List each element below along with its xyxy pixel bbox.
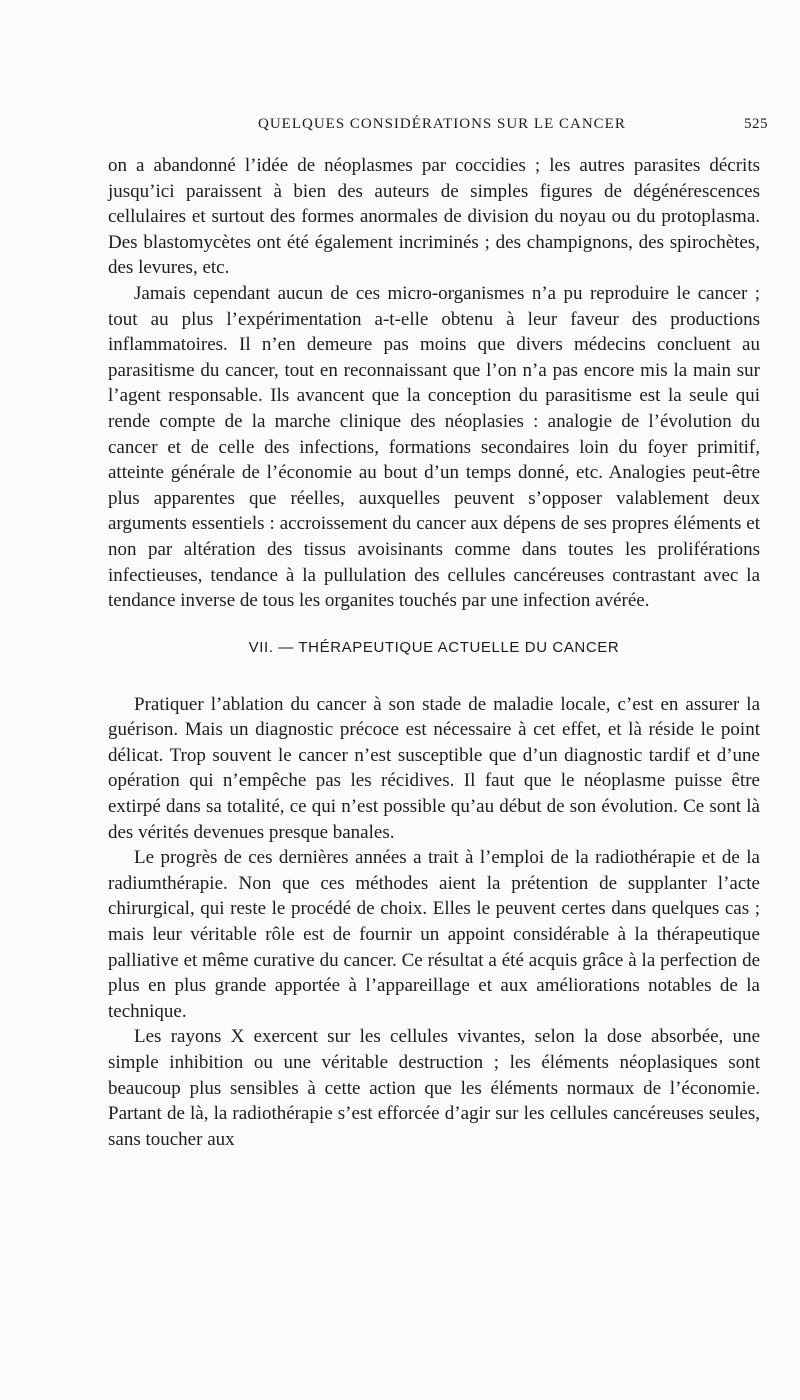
- body-text: [108, 153, 760, 1152]
- running-header: [108, 116, 768, 142]
- page-number: 525: [744, 116, 768, 132]
- paragraph: Pratiquer l’ablation du cancer à son stade de maladie locale, c’est en assurer la guérison. Mais un diagnostic précoce est nécessaire à cet effet, et là réside le point délicat. Trop souvent le cancer n’est susceptible que d’un diagnostic tardif et d’une opération qui n’empêche pas les récidives. Il faut que le néoplasme puisse être extirpé dans sa totalité, ce qui n’est possible qu’au début de son évolution. Ce sont là des vérités devenues presque banales.: [108, 693, 760, 843]
- paragraph: Les rayons X exercent sur les cellules vivantes, selon la dose absorbée, une simple inhibition ou une véritable destruction ; les éléments néoplasiques sont beaucoup plus sensibles à cette action que les éléments normaux de l’économie. Partant de là, la radiothérapie s’est efforcée d’agir sur les cellules cancéreuses seules, sans toucher aux: [108, 1026, 760, 1150]
- running-title: QUELQUES CONSIDÉRATIONS SUR LE CANCER: [258, 116, 626, 132]
- section-heading: VII. — THÉRAPEUTIQUE ACTUELLE DU CANCER: [248, 638, 620, 656]
- paragraph: Le progrès de ces dernières années a trait à l’emploi de la radiothérapie et de la radiumthérapie. Non que ces méthodes aient la prétention de supplanter l’acte chirurgical, qui reste le procédé de choix. Elles le peuvent certes dans quelques cas ; mais leur véritable rôle est de fournir un appoint considérable à la thérapeutique palliative et même curative du cancer. Ce résultat a été acquis grâce à la perfection de plus en plus grande apportée à l’appareillage et aux améliorations notables de la technique.: [108, 847, 760, 1022]
- paragraph: Jamais cependant aucun de ces micro-organismes n’a pu reproduire le cancer ; tout au plus l’expérimentation a-t-elle obtenu à leur faveur des productions inflammatoires. Il n’en demeure pas moins que divers médecins concluent au parasitisme du cancer, tout en reconnaissant que l’on n’a pas encore mis la main sur l’agent responsable. Ils avancent que la conception du parasitisme est la seule qui rende compte de la marche clinique des néoplasies : analogie de l’évolution du cancer et de celle des infections, formations secondaires loin du foyer primitif, atteinte générale de l’économie au bout d’un temps donné, etc. Analogies peut-être plus apparentes que réelles, auxquelles peuvent s’opposer valablement deux arguments essentiels : accroissement du cancer aux dépens de ses propres éléments et non par altération des tissus avoisinants comme dans toutes les proliférations infectieuses, tendance à la pullulation des cellules cancéreuses contrastant avec la tendance inverse de tous les organites touchés par une infection avérée.: [108, 282, 760, 612]
- paragraph: on a abandonné l’idée de néoplasmes par coccidies ; les autres parasites décrits jusqu’ici paraissent à bien des auteurs de simples figures de dégénérescences cellulaires et surtout des formes anormales de division du noyau ou du protoplasma. Des blastomycètes ont été également incriminés ; des champignons, des spirochètes, des levures, etc.: [108, 155, 760, 279]
